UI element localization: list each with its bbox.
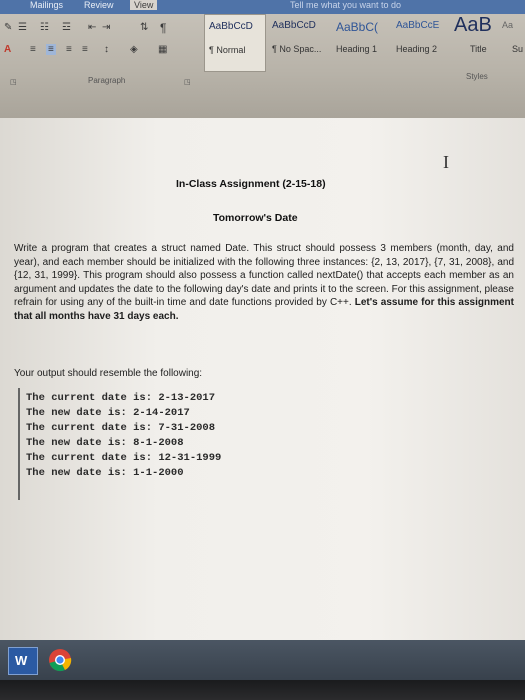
style-heading-2[interactable] (392, 14, 450, 70)
style-name: Heading 2 (396, 44, 438, 54)
code-line: The new date is: 2-14-2017 (26, 407, 190, 419)
style-name: Su (512, 44, 524, 54)
styles-gallery (200, 14, 525, 70)
paragraph-dialog-launcher-icon[interactable]: ◳ (184, 79, 191, 86)
numbering-icon[interactable]: ☷ (40, 22, 49, 33)
justify-icon[interactable]: ≡ (82, 44, 88, 55)
style-title[interactable] (450, 14, 500, 70)
code-line: The new date is: 1-1-2000 (26, 467, 184, 479)
shading-icon[interactable]: ◈ (130, 44, 138, 55)
decrease-indent-icon[interactable]: ⇤ (88, 22, 97, 33)
word-icon: W (15, 653, 28, 668)
document-subtitle: Tomorrow's Date (213, 212, 298, 224)
style-name: ¶ Normal (209, 45, 246, 55)
tab-view[interactable]: View (130, 0, 157, 10)
style-name: Title (470, 44, 487, 54)
increase-indent-icon[interactable]: ⇥ (102, 22, 111, 33)
chrome-icon (46, 647, 74, 673)
output-lead-text: Your output should resemble the following: (14, 368, 203, 379)
document-title: In-Class Assignment (2-15-18) (176, 178, 326, 190)
line-spacing-icon[interactable]: ↕ (104, 44, 109, 55)
tell-me-box[interactable]: Tell me what you want to do (290, 0, 402, 10)
taskbar (0, 640, 525, 680)
word-taskbar-button[interactable] (8, 647, 38, 675)
ribbon-tab-bar (0, 0, 525, 14)
style-no-spacing[interactable] (268, 14, 330, 70)
style-normal[interactable] (204, 14, 266, 72)
ribbon (0, 0, 525, 118)
code-line: The new date is: 8-1-2008 (26, 437, 184, 449)
tab-review[interactable]: Review (84, 0, 114, 10)
paragraph-bold-text: Let's assume for this assignment that all months have 31 days each. (14, 297, 514, 322)
sample-output-box (18, 388, 270, 500)
style-name: ¶ No Spac... (272, 44, 322, 54)
document-page[interactable] (0, 118, 525, 640)
sort-icon[interactable]: ⇅ (140, 22, 149, 33)
document-area (0, 118, 525, 640)
clear-formatting-icon[interactable]: ✎ (4, 22, 13, 33)
style-sample: Aa (502, 20, 514, 30)
styles-group-label: Styles (466, 72, 488, 81)
style-sample: AaB (454, 14, 492, 36)
multilevel-list-icon[interactable]: ☲ (62, 22, 71, 33)
text-cursor-icon: I (443, 152, 449, 172)
style-sample: AaBbCcD (272, 20, 316, 31)
align-right-icon[interactable]: ≡ (66, 44, 72, 55)
paragraph-group-label: Paragraph (88, 76, 126, 85)
show-marks-icon[interactable]: ¶ (160, 21, 167, 35)
borders-icon[interactable]: ▦ (158, 44, 168, 55)
monitor-bezel (0, 680, 525, 700)
style-sample: AaBbCcD (209, 21, 253, 32)
paragraph-text: Write a program that creates a struct named Date. This struct should possess 3 members (month, day, and year), and each member should be initialized with the following three instances: {2, 13, 2017}, {7, 31, 2008}, and {12, 31, 1999}. This program should also possess a function called nextDate() that accepts each member as an argument and updates the date to the following day's date and prints it to the screen. For this assignment, please refrain for using any of the built-in time and date functions provided by C++. (14, 243, 514, 309)
style-sample: AaBbCcE (396, 20, 440, 31)
tab-mailings[interactable]: Mailings (30, 0, 64, 10)
style-name: Heading 1 (336, 44, 378, 54)
align-center-icon[interactable]: ≡ (48, 44, 54, 55)
code-line: The current date is: 12-31-1999 (26, 452, 222, 464)
style-sample: AaBbC( (336, 20, 379, 34)
font-dialog-launcher-icon[interactable]: ◳ (10, 79, 17, 86)
align-left-icon[interactable]: ≡ (30, 44, 36, 55)
code-line: The current date is: 2-13-2017 (26, 392, 216, 404)
font-color-icon[interactable]: A (4, 44, 12, 55)
bullets-icon[interactable]: ☰ (18, 22, 27, 33)
code-line: The current date is: 7-31-2008 (26, 422, 216, 434)
chrome-taskbar-button[interactable] (46, 647, 74, 673)
assignment-paragraph (14, 242, 514, 324)
style-heading-1[interactable] (332, 14, 390, 70)
style-subtitle[interactable] (502, 14, 525, 70)
